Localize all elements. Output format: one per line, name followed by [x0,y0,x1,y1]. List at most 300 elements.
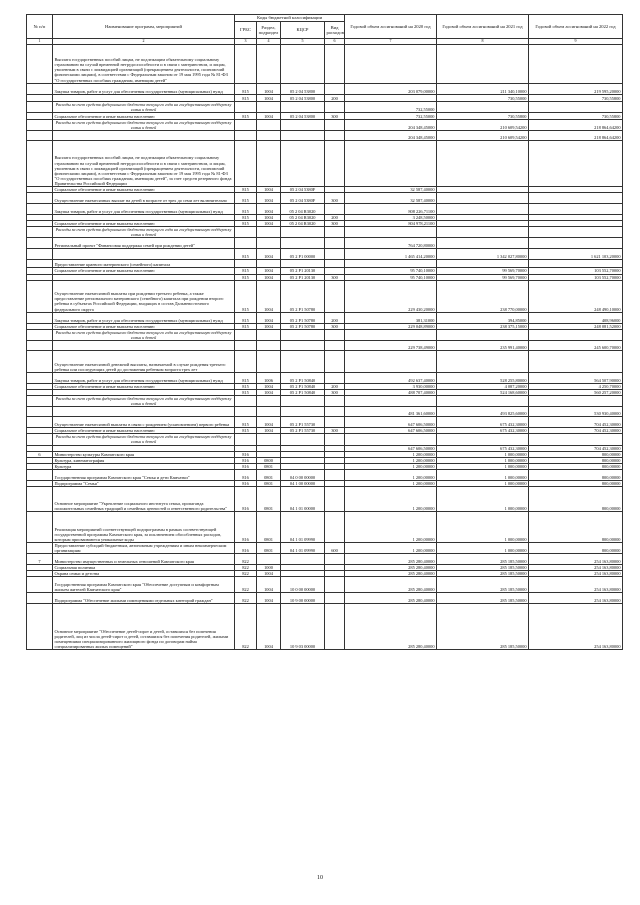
row-grbs: 815 [235,417,257,428]
row-ksr: 05 2 04 5380F [281,186,325,192]
table-row [27,604,623,650]
row-amount-2021: 1 000,00000 [437,480,529,486]
row-grbs [235,238,257,249]
row-amount-2022: 564 507,90000 [529,372,623,383]
row-amount-2020: 481 361,60000 [345,407,437,417]
table-row [27,396,623,407]
row-number [27,249,53,260]
row-amount-2022 [529,329,623,340]
row-number [27,193,53,204]
table-row [27,340,623,350]
row-section: 1004 [257,280,281,312]
row-amount-2020: 95 740,10000 [345,274,437,280]
row-number [27,593,53,604]
table-row [27,204,623,215]
row-title: Подпрограмма "Семья" [53,480,235,486]
table-row [27,44,623,83]
row-ksr: 04 1 00 00000 [281,480,325,486]
row-vr: 300 [325,112,345,119]
row-title: Основное мероприятие "Обеспечение детей-сирот и детей, оставшихся без попечения родителей, лиц из числа детей-сирот и детей, оставшихся без попечения родителей, жилыми помещениями специализированного жилищного фонда по договорам найма специализированных жилых помещений" [53,604,235,650]
row-amount-2022: 730,55800 [529,94,623,101]
row-amount-2021 [437,329,529,340]
row-ksr [281,329,325,340]
row-amount-2020: 1 200,00000 [345,487,437,512]
row-amount-2020 [345,44,437,83]
row-amount-2020 [345,396,437,407]
row-amount-2022: 4 250,70000 [529,383,623,389]
row-number [27,487,53,512]
row-title [53,249,235,260]
column-index: 7 [345,39,437,45]
row-title: Выплата государственных пособий лицам, не подлежащим обязательному социальному страхованию на случай временной нетрудоспособности и в связи с материнством, и лицам, уволенным в связи с ликвидацией организаций (прекращением деятельности, полномочий физическими лицами), в соответствии с Федеральным законом от 19 мая 1995 года № 81-ФЗ "О государственных пособиях гражданам, имеющим детей" [53,44,235,83]
header-grbs: ГРБС [235,22,257,39]
row-section: 1004 [257,112,281,119]
row-amount-2021: 211 340,10000 [437,83,529,94]
row-amount-2021: 1 000,00000 [437,457,529,463]
column-index: 3 [235,39,257,45]
row-vr [325,469,345,480]
row-amount-2022: 560 257,20000 [529,390,623,396]
row-vr [325,512,345,543]
row-ksr: 05 2 04 5380F [281,193,325,204]
row-section: 1004 [257,312,281,323]
row-amount-2020: 1 465 414,20000 [345,249,437,260]
row-amount-2022: 218 864,64200 [529,119,623,130]
row-ksr: 04 1 01 09990 [281,543,325,554]
row-amount-2020: 647 606,50000 [345,417,437,428]
row-amount-2022: 254 163,80000 [529,554,623,565]
row-amount-2021: 285 185,50000 [437,571,529,577]
row-grbs: 822 [235,554,257,565]
row-grbs [235,434,257,445]
row-amount-2022 [529,204,623,215]
row-title [53,130,235,140]
row-vr [325,119,345,130]
row-vr [325,130,345,140]
row-vr: 300 [325,428,345,434]
row-vr: 200 [325,383,345,389]
row-title: Подпрограмма "Обеспечение жилыми помещениями отдельных категорий граждан" [53,593,235,604]
row-section: 1004 [257,417,281,428]
row-amount-2021 [437,44,529,83]
row-amount-2020: 1 200,00000 [345,512,437,543]
table-row [27,119,623,130]
row-ksr: 05 2 P1 50780 [281,312,325,323]
row-number [27,434,53,445]
row-ksr [281,434,325,445]
row-amount-2022: 248 490,10000 [529,280,623,312]
row-title: Предоставление краевого материнского (семейного) капитала [53,260,235,268]
row-grbs: 815 [235,186,257,192]
row-section: 0801 [257,469,281,480]
row-amount-2020: 3 248,50000 [345,215,437,221]
row-section [257,227,281,238]
row-grbs: 815 [235,83,257,94]
table-row [27,227,623,238]
row-ksr: 05 2 04 53800 [281,83,325,94]
row-ksr: 05 2 04 R3020 [281,204,325,215]
row-amount-2021 [437,227,529,238]
row-amount-2021: 1 000,00000 [437,512,529,543]
table-row [27,417,623,428]
table-body [27,44,623,650]
row-section: 1004 [257,94,281,101]
header-ksr: КЦСР [281,22,325,39]
row-title: Социальное обеспечение и иные выплаты населению [53,383,235,389]
row-title: Государственная программа Камчатского края "Обеспечение доступным и комфортным жильем жителей Камчатского края" [53,577,235,593]
row-title: Социальное обеспечение и иные выплаты населению [53,186,235,192]
row-vr [325,140,345,186]
row-title: Социальное обеспечение и иные выплаты населению [53,112,235,119]
row-number [27,260,53,268]
row-grbs: 816 [235,451,257,457]
row-vr [325,329,345,340]
row-section: 1004 [257,186,281,192]
row-ksr [281,227,325,238]
row-ksr: 05 2 P1 20130 [281,274,325,280]
row-section: 1004 [257,249,281,260]
row-amount-2021: 99 569,70000 [437,268,529,274]
header-name: Наименование программ, мероприятий [53,15,235,39]
row-ksr [281,260,325,268]
row-title: Расходы за счет средств федерального бюджета текущего года на государственную поддержку семьи и детей [53,119,235,130]
row-number [27,543,53,554]
table-row [27,249,623,260]
row-amount-2022: 800,00000 [529,512,623,543]
row-amount-2020 [345,227,437,238]
row-amount-2021: 675 432,30000 [437,417,529,428]
row-amount-2021: 394,85000 [437,312,529,323]
row-grbs: 816 [235,463,257,469]
row-amount-2022 [529,396,623,407]
row-amount-2020: 204 348,45000 [345,119,437,130]
row-amount-2022: 254 163,80000 [529,604,623,650]
row-number [27,83,53,94]
row-grbs: 815 [235,268,257,274]
row-section [257,260,281,268]
table-row [27,577,623,593]
row-number [27,604,53,650]
row-section [257,101,281,112]
row-ksr [281,407,325,417]
row-amount-2022 [529,140,623,186]
row-vr: 200 [325,312,345,323]
row-number [27,280,53,312]
table-row [27,512,623,543]
row-ksr: 05 2 P1 20130 [281,268,325,274]
row-amount-2020: 3 930,00000 [345,383,437,389]
row-amount-2020: 204 348,45000 [345,130,437,140]
row-title: Закупка товаров, работ и услуг для обеспечения государственных (муниципальных) нужд [53,204,235,215]
row-amount-2022: 800,00000 [529,463,623,469]
row-amount-2020: 1 200,00000 [345,451,437,457]
row-grbs: 815 [235,274,257,280]
row-ksr: 05 2 P1 00000 [281,249,325,260]
row-amount-2021: 238 375,15000 [437,323,529,329]
row-amount-2021: 1 000,00000 [437,463,529,469]
row-title [53,94,235,101]
row-amount-2022: 254 163,80000 [529,577,623,593]
row-grbs [235,119,257,130]
row-amount-2020: 1 200,00000 [345,543,437,554]
row-ksr [281,238,325,249]
row-grbs: 815 [235,249,257,260]
row-number [27,101,53,112]
row-amount-2022 [529,227,623,238]
column-index: 5 [281,39,325,45]
row-title [53,340,235,350]
row-amount-2021: 524 168,60000 [437,390,529,396]
row-title: Социальная политика [53,565,235,571]
row-section: 1004 [257,215,281,221]
row-number [27,140,53,186]
row-vr [325,417,345,428]
row-amount-2020: 764 720,80000 [345,238,437,249]
row-grbs [235,44,257,83]
row-amount-2020: 1 200,00000 [345,469,437,480]
row-ksr: 05 2 04 53800 [281,112,325,119]
row-number [27,130,53,140]
row-amount-2022 [529,350,623,372]
row-title: Социальное обеспечение и иные выплаты населению [53,323,235,329]
row-amount-2020 [345,140,437,186]
row-ksr [281,101,325,112]
row-amount-2022: 530 930,40000 [529,407,623,417]
row-grbs: 816 [235,480,257,486]
row-amount-2022: 800,00000 [529,457,623,463]
column-index: 2 [53,39,235,45]
row-vr [325,44,345,83]
row-amount-2022 [529,44,623,83]
row-grbs [235,340,257,350]
row-vr [325,434,345,445]
row-vr [325,280,345,312]
row-grbs: 815 [235,215,257,221]
row-grbs [235,260,257,268]
row-ksr: 05 2 P1 50780 [281,323,325,329]
row-amount-2022: 408,96000 [529,312,623,323]
row-number [27,204,53,215]
row-grbs [235,130,257,140]
row-section [257,329,281,340]
row-amount-2022 [529,238,623,249]
row-section: 1004 [257,274,281,280]
row-section [257,44,281,83]
row-grbs: 816 [235,487,257,512]
column-index: 1 [27,39,53,45]
row-amount-2020 [345,329,437,340]
row-title: Государственная программа Камчатского края "Семья и дети Камчатки" [53,469,235,480]
row-ksr: 05 2 04 R3020 [281,221,325,227]
row-grbs: 815 [235,204,257,215]
row-amount-2021 [437,434,529,445]
table-row [27,554,623,565]
row-amount-2020: 285 280,40000 [345,571,437,577]
row-number: 6 [27,451,53,457]
row-ksr [281,554,325,565]
row-amount-2021: 285 185,50000 [437,577,529,593]
row-amount-2022: 800,00000 [529,487,623,512]
row-number [27,407,53,417]
row-number [27,340,53,350]
row-title: Расходы за счет средств федерального бюджета текущего года на государственную поддержку семьи и детей [53,329,235,340]
row-section: 1004 [257,193,281,204]
budget-table [26,14,623,650]
header-codes-group: Коды бюджетной классификации [235,15,345,22]
row-ksr: 04 1 01 00000 [281,487,325,512]
row-amount-2021: 528 255,80000 [437,372,529,383]
row-number [27,469,53,480]
row-grbs: 815 [235,372,257,383]
row-amount-2021: 1 000,00000 [437,451,529,457]
row-grbs: 822 [235,571,257,577]
row-number [27,44,53,83]
row-amount-2020: 285 280,40000 [345,593,437,604]
row-amount-2020: 285 280,40000 [345,577,437,593]
table-row [27,130,623,140]
row-vr [325,487,345,512]
column-index: 4 [257,39,281,45]
row-amount-2020: 229 738,49000 [345,340,437,350]
row-ksr: 10 9 03 00000 [281,604,325,650]
row-grbs: 815 [235,312,257,323]
row-amount-2022: 254 163,80000 [529,571,623,577]
table-row [27,101,623,112]
row-vr [325,227,345,238]
row-amount-2021 [437,350,529,372]
row-section: 1004 [257,571,281,577]
header-2022: Годовой объем ассигнований на 2022 год [529,15,623,39]
row-section [257,434,281,445]
row-section: 0801 [257,487,281,512]
row-section: 0801 [257,512,281,543]
row-grbs: 816 [235,512,257,543]
column-index: 6 [325,39,345,45]
row-amount-2022 [529,193,623,204]
row-amount-2021: 1 342 027,80000 [437,249,529,260]
row-section: 1004 [257,428,281,434]
row-amount-2022: 254 163,80000 [529,593,623,604]
row-title: Осуществление ежемесячной выплаты при рождении третьего ребенка, а также предоставление регионального материнского (семейного) капитала при рождении второго ребенка в субъектах Российской Федерации, входящих в состав Дальневосточного федерального округа [53,280,235,312]
row-ksr: 04 1 01 09990 [281,512,325,543]
row-amount-2021: 210 609,54200 [437,119,529,130]
row-amount-2020: 804 978,21100 [345,221,437,227]
row-amount-2021: 730,55000 [437,94,529,101]
row-amount-2020: 732,55000 [345,101,437,112]
row-amount-2020 [345,350,437,372]
row-amount-2022 [529,260,623,268]
row-ksr: 05 2 P1 50780 [281,280,325,312]
row-amount-2021: 1 000,00000 [437,543,529,554]
row-grbs: 815 [235,221,257,227]
header-num: № п/п [27,15,53,39]
row-amount-2020: 285 280,40000 [345,604,437,650]
table-row [27,434,623,445]
row-section: 1004 [257,604,281,650]
row-amount-2020: 32 587,40000 [345,193,437,204]
row-amount-2020: 229 048,89000 [345,323,437,329]
row-number [27,94,53,101]
row-amount-2020: 732,55000 [345,112,437,119]
table-row [27,350,623,372]
row-amount-2020: 285 280,40000 [345,565,437,571]
row-title: Культура [53,463,235,469]
row-amount-2020: 95 740,10000 [345,268,437,274]
row-vr: 300 [325,221,345,227]
row-amount-2020 [345,434,437,445]
row-amount-2022: 248 081,52000 [529,323,623,329]
header-rz: Раздел, подраздел [257,22,281,39]
row-section: 1004 [257,323,281,329]
row-amount-2021 [437,396,529,407]
row-title: Закупка товаров, работ и услуг для обеспечения государственных (муниципальных) нужд [53,372,235,383]
table-row [27,140,623,186]
row-vr [325,83,345,94]
row-vr [325,554,345,565]
row-grbs: 822 [235,604,257,650]
row-amount-2022: 254 163,80000 [529,565,623,571]
row-ksr [281,44,325,83]
row-amount-2021 [437,101,529,112]
row-title: Расходы за счет средств федерального бюджета текущего года на государственную поддержку семьи и детей [53,101,235,112]
row-amount-2021: 1 000,00000 [437,487,529,512]
row-section [257,407,281,417]
row-grbs [235,140,257,186]
row-title: Расходы за счет средств федерального бюджета текущего года на государственную поддержку семьи и детей [53,227,235,238]
table-row [27,280,623,312]
row-vr [325,407,345,417]
page-number: 10 [317,875,323,881]
row-vr: 600 [325,543,345,554]
row-amount-2021 [437,204,529,215]
row-amount-2020 [345,94,437,101]
row-amount-2022 [529,434,623,445]
row-title: Социальное обеспечение и иные выплаты населению [53,221,235,227]
row-section: 1004 [257,268,281,274]
row-section: 1006 [257,372,281,383]
row-vr: 200 [325,94,345,101]
column-index: 8 [437,39,529,45]
row-amount-2021 [437,140,529,186]
row-grbs: 815 [235,323,257,329]
row-section: 1004 [257,390,281,396]
budget-table-sheet [26,14,622,650]
row-amount-2020: 203 079,00000 [345,83,437,94]
row-title [53,407,235,417]
row-number [27,417,53,428]
row-number [27,119,53,130]
row-vr [325,340,345,350]
row-amount-2022: 103 552,70000 [529,268,623,274]
row-vr: 300 [325,274,345,280]
row-grbs: 815 [235,193,257,204]
row-amount-2021: 285 185,50000 [437,554,529,565]
row-title: Охрана семьи и детства [53,571,235,577]
row-section [257,140,281,186]
row-amount-2020: 1 200,00000 [345,463,437,469]
row-number [27,312,53,323]
row-amount-2020 [345,260,437,268]
row-amount-2020: 492 637,40000 [345,372,437,383]
row-section: 0801 [257,463,281,469]
row-grbs: 815 [235,112,257,119]
row-vr: 300 [325,193,345,204]
row-title: Министерство имущественных и земельных отношений Камчатского края [53,554,235,565]
row-amount-2022: 245 600,70000 [529,340,623,350]
row-ksr: 05 2 P1 55730 [281,428,325,434]
row-section [257,119,281,130]
row-amount-2021: 285 185,50000 [437,593,529,604]
